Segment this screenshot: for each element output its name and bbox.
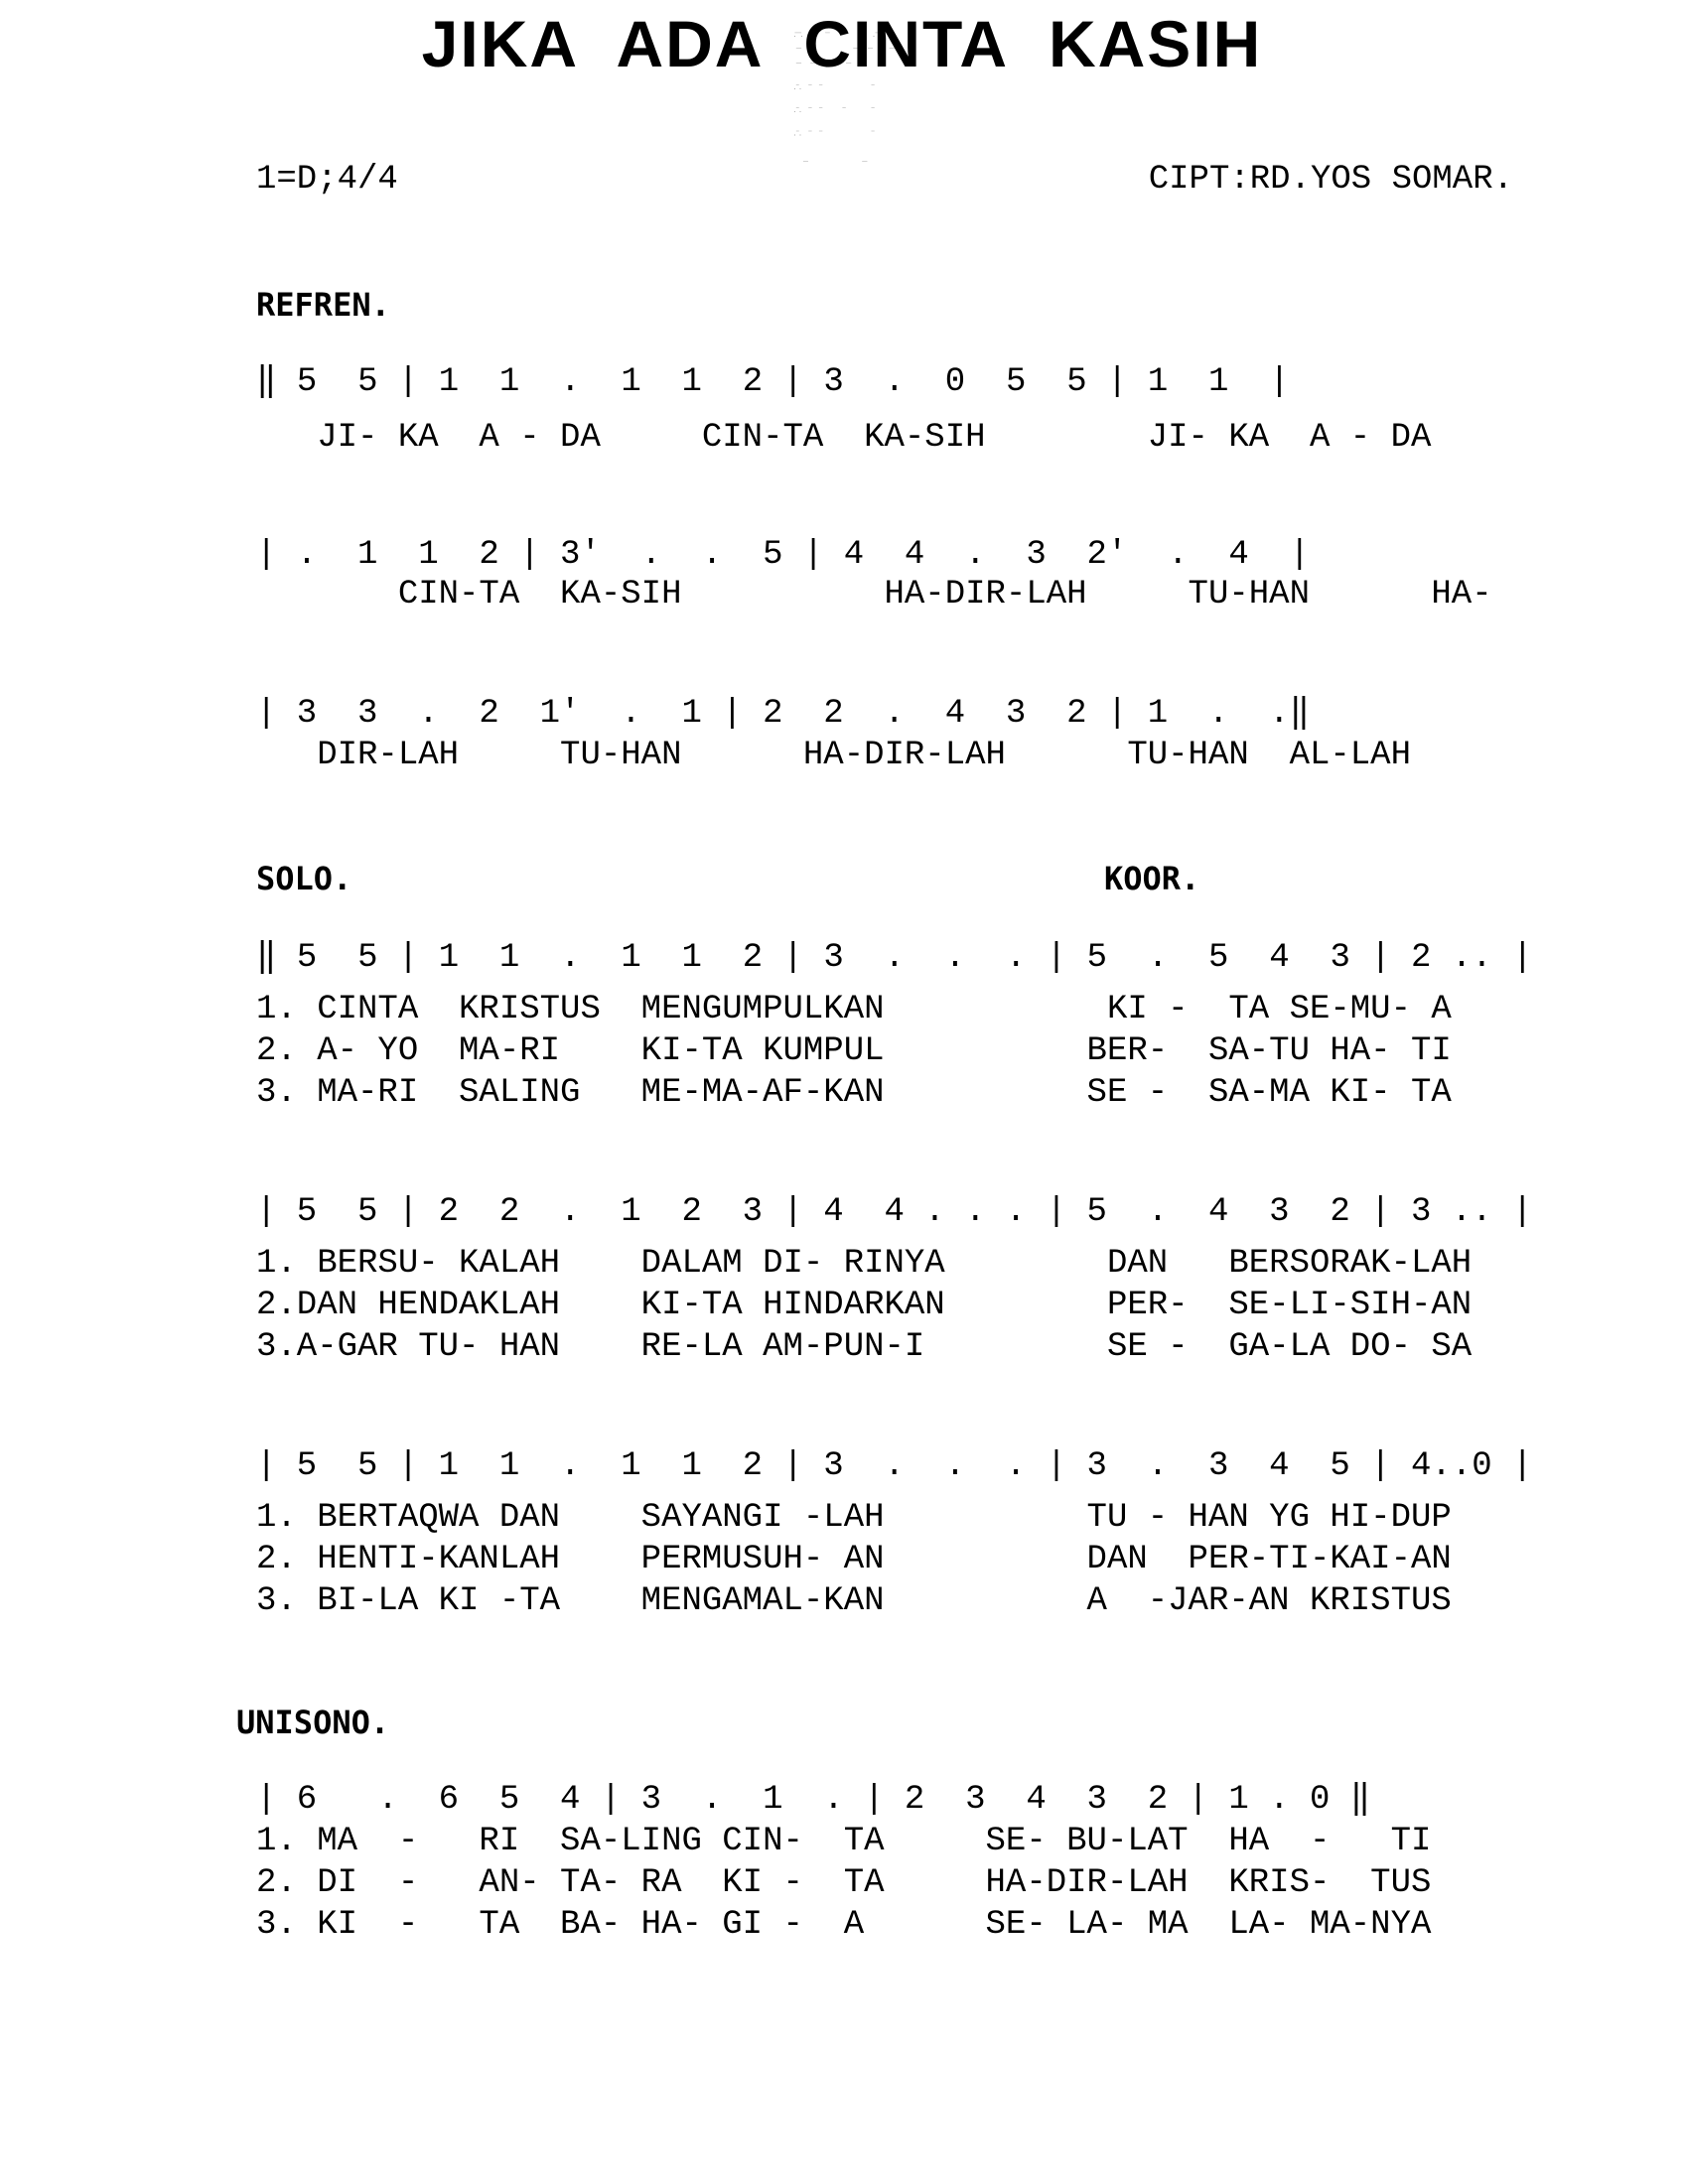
lyric-verse-1: 1. BERSU- KALAH DALAM DI- RINYA DAN BERSORAK-LAH (256, 1245, 1473, 1283)
notation-line: | 6 . 6 5 4 | 3 . 1 . | 2 3 4 3 2 | 1 . 0 ‖ (256, 1781, 1371, 1819)
notation-line: ‖ 5 5 | 1 1 . 1 1 2 | 3 . . . | 5 . 5 4 3 | 2 .. | (256, 939, 1533, 977)
lyric-verse-3: 3.A-GAR TU- HAN RE-LA AM-PUN-I SE - GA-LA DO- SA (256, 1328, 1473, 1366)
lyric-verse-2: 2. A- YO MA-RI KI-TA KUMPUL BER- SA-TU HA- TI (256, 1032, 1452, 1070)
octave-dot (800, 111, 801, 112)
notation-line: | 3 3 . 2 1' . 1 | 2 2 . 4 3 2 | 1 . .‖ (256, 695, 1311, 733)
notation-line: | 5 5 | 1 1 . 1 1 2 | 3 . . . | 3 . 3 4 5 | 4..0 | (256, 1447, 1533, 1485)
notation-line: ‖ 5 5 | 1 1 . 1 1 2 | 3 . 0 5 5 | 1 1 | (256, 363, 1290, 401)
octave-dot (794, 135, 795, 136)
lyric-line: JI- KA A - DA CIN-TA KA-SIH JI- KA A - DA (256, 419, 1432, 457)
composer-credit: CIPT:RD.YOS SOMAR. (1148, 161, 1513, 199)
octave-dot (800, 135, 801, 136)
lyric-verse-1: 1. BERTAQWA DAN SAYANGI -LAH TU - HAN YG HI-DUP (256, 1499, 1452, 1537)
lyric-line: CIN-TA KA-SIH HA-DIR-LAH TU-HAN HA- (256, 576, 1492, 614)
section-solo-label: SOLO. (256, 860, 352, 897)
notation-line: | 5 5 | 2 2 . 1 2 3 | 4 4 . . . | 5 . 4 3 2 | 3 .. | (256, 1193, 1533, 1231)
lyric-verse-1: 1. MA - RI SA-LING CIN- TA SE- BU-LAT HA - TI (256, 1823, 1432, 1860)
lyric-verse-3: 3. KI - TA BA- HA- GI - A SE- LA- MA LA- MA-NYA (256, 1906, 1432, 1944)
section-refren-label: REFREN. (256, 286, 390, 324)
lyric-verse-3: 3. BI-LA KI -TA MENGAMAL-KAN A -JAR-AN KRISTUS (256, 1582, 1452, 1620)
lyric-verse-2: 2. HENTI-KANLAH PERMUSUH- AN DAN PER-TI-KAI-AN (256, 1541, 1452, 1578)
octave-dot (800, 88, 801, 89)
song-title: JIKA ADA CINTA KASIH (421, 7, 1263, 80)
key-signature: 1=D;4/4 (256, 161, 398, 199)
octave-dot (794, 88, 795, 89)
section-koor-label: KOOR. (1104, 860, 1200, 897)
lyric-verse-1: 1. CINTA KRISTUS MENGUMPULKAN KI - TA SE-MU- A (256, 991, 1452, 1028)
section-unisono-label: UNISONO. (236, 1704, 390, 1741)
notation-line: | . 1 1 2 | 3' . . 5 | 4 4 . 3 2' . 4 | (256, 536, 1310, 574)
octave-dot (794, 111, 795, 112)
lyric-verse-2: 2. DI - AN- TA- RA KI - TA HA-DIR-LAH KRIS- TUS (256, 1864, 1432, 1902)
lyric-verse-2: 2.DAN HENDAKLAH KI-TA HINDARKAN PER- SE-LI-SIH-AN (256, 1287, 1473, 1324)
lyric-line: DIR-LAH TU-HAN HA-DIR-LAH TU-HAN AL-LAH (256, 737, 1411, 774)
lyric-verse-3: 3. MA-RI SALING ME-MA-AF-KAN SE - SA-MA KI- TA (256, 1074, 1452, 1112)
